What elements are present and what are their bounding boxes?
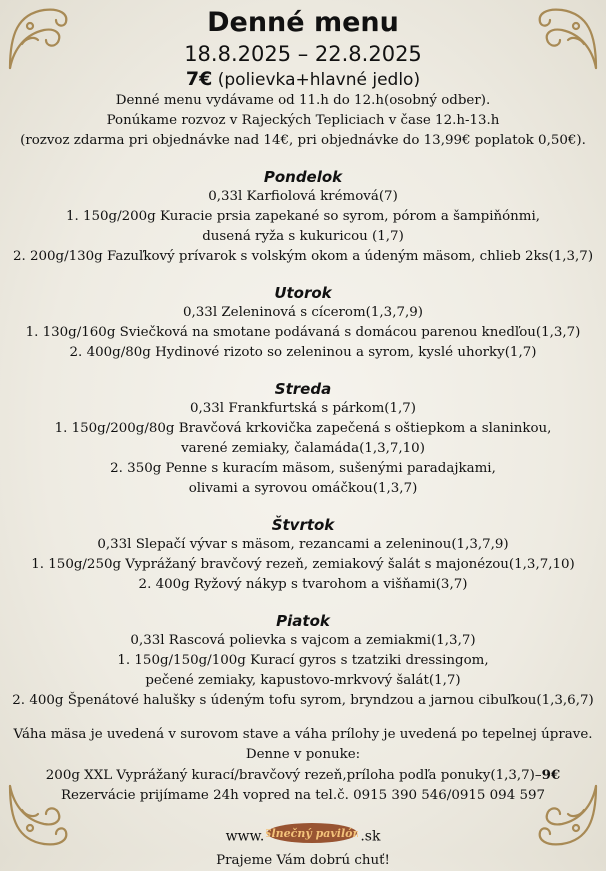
website-prefix: www. xyxy=(225,828,265,845)
menu-line: 2. 350g Penne s kuracím mäsom, sušenými paradajkami, xyxy=(110,461,496,476)
menu-line: 2. 400g/80g Hydinové rizoto so zeleninou a syrom, kyslé uhorky(1,7) xyxy=(69,345,537,360)
menu-line: 1. 150g/200g Kuracie prsia zapekané so syrom, pórom a šampiňónmi, xyxy=(65,209,541,224)
day-section-friday xyxy=(0,611,606,711)
menu-price xyxy=(0,68,606,91)
daily-offer-text: 200g XXL Vyprážaný kurací/bravčový rezeň,príloha podľa ponuky(1,3,7)– xyxy=(45,768,542,783)
menu-line: 2. 200g/130g Fazuľkový prívarok s volským okom a údeným mäsom, chlieb 2ks(1,3,7) xyxy=(12,249,594,264)
day-section-thursday xyxy=(0,515,606,595)
page-title: Denné menu xyxy=(207,7,399,38)
menu-line: 2. 400g Špenátové halušky s údeným tofu syrom, bryndzou a jarnou cibuľkou(1,3,6,7) xyxy=(12,693,594,708)
website-row xyxy=(0,822,606,851)
day-heading: Pondelok xyxy=(263,168,343,186)
day-heading: Utorok xyxy=(274,284,332,302)
menu-content xyxy=(0,6,606,871)
date-range: 18.8.2025 – 22.8.2025 xyxy=(184,42,422,66)
menu-line: 1. 150g/150g/100g Kurací gyros s tzatziki dressingom, xyxy=(117,653,489,668)
website-suffix: .sk xyxy=(360,828,381,845)
day-section-tuesday xyxy=(0,283,606,363)
menu-line: pečené zemiaky, kapustovo-mrkvový šalát(1,7) xyxy=(145,673,461,688)
price-description: (polievka+hlavné jedlo) xyxy=(212,70,421,90)
price-value: 7€ xyxy=(185,68,213,90)
day-section-wednesday xyxy=(0,379,606,499)
day-heading: Piatok xyxy=(276,612,330,630)
menu-line: 0,33l Zeleninová s cícerom(1,3,7,9) xyxy=(183,305,423,320)
closing-wish: Prajeme Vám dobrú chuť! xyxy=(216,853,390,868)
info-line: (rozvoz zdarma pri objednávke nad 14€, pri objednávke do 13,99€ poplatok 0,50€). xyxy=(20,133,586,148)
weight-note: Váha mäsa je uvedená v surovom stave a váha prílohy je uvedená po tepelnej úprave. xyxy=(13,727,593,742)
menu-line: olivami a syrovou omáčkou(1,3,7) xyxy=(188,481,418,496)
daily-offer-item xyxy=(0,765,606,786)
reservation-info: Rezervácie prijímame 24h vopred na tel.č. 0915 390 546/0915 094 597 xyxy=(60,788,546,803)
brand-logo xyxy=(266,822,358,851)
daily-offer-price: 9€ xyxy=(541,767,561,783)
menu-line: varené zemiaky, čalamáda(1,3,7,10) xyxy=(181,441,425,456)
menu-line: 1. 150g/200g/80g Bravčová krkovička zapečená s oštiepkom a slaninkou, xyxy=(54,421,552,436)
brand-logo-text: Slnečný pavilón xyxy=(266,827,359,840)
menu-line: 0,33l Rascová polievka s vajcom a zemiakmi(1,3,7) xyxy=(130,633,476,648)
day-heading: Streda xyxy=(274,380,332,398)
day-heading: Štvrtok xyxy=(271,516,335,534)
menu-line: 0,33l Karfiolová krémová(7) xyxy=(208,189,398,204)
info-line: Denné menu vydávame od 11.h do 12.h(osobný odber). xyxy=(115,93,491,108)
daily-offer-title: Denne v ponuke: xyxy=(245,747,361,762)
menu-line: 1. 150g/250g Vyprážaný bravčový rezeň, zemiakový šalát s majonézou(1,3,7,10) xyxy=(31,557,575,572)
info-line: Ponúkame rozvoz v Rajeckých Tepliciach v čase 12.h-13.h xyxy=(106,113,500,128)
day-section-monday xyxy=(0,167,606,267)
menu-line: 0,33l Frankfurtská s párkom(1,7) xyxy=(189,401,417,416)
menu-line: 1. 130g/160g Sviečková na smotane podávaná s domácou parenou knedľou(1,3,7) xyxy=(25,325,581,340)
menu-line: 2. 400g Ryžový nákyp s tvarohom a višňami(3,7) xyxy=(138,577,468,592)
menu-line: 0,33l Slepačí vývar s mäsom, rezancami a zeleninou(1,3,7,9) xyxy=(97,537,509,552)
menu-line: dusená ryža s kukuricou (1,7) xyxy=(202,229,404,244)
